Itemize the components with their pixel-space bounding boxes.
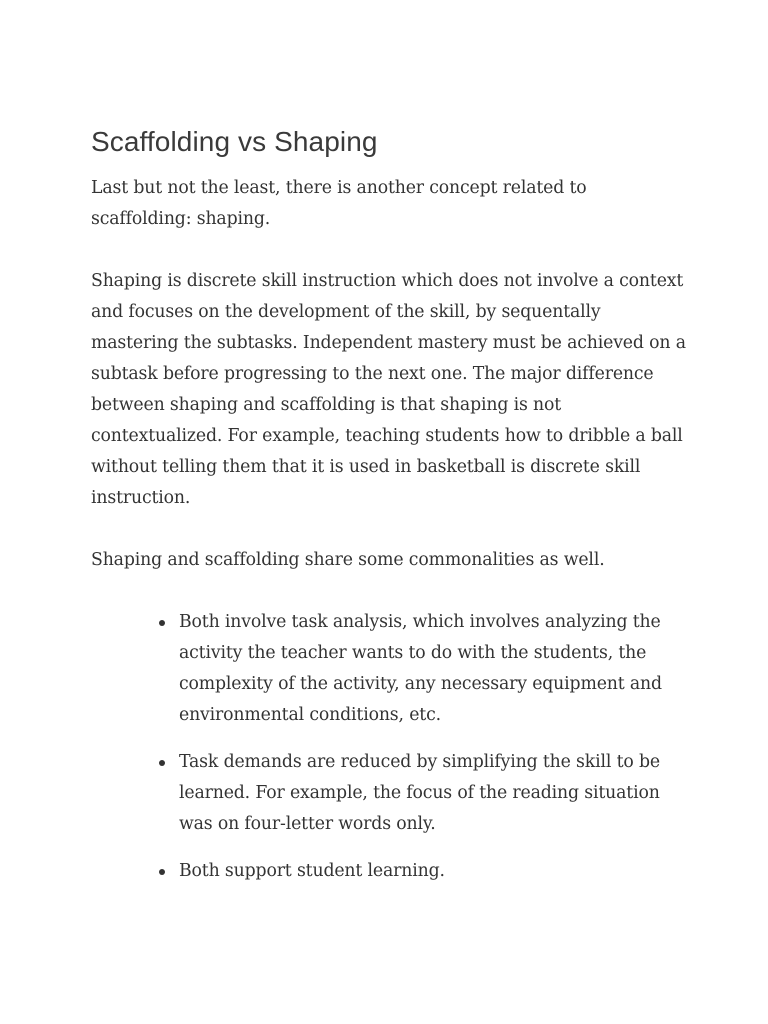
section-title: Scaffolding vs Shaping: [91, 126, 378, 157]
list-item-text: Both involve task analysis, which involves analyzing the activity the teacher wants to do with the students, the complexity of the activity, any necessary equipment and environmental conditions, etc.: [179, 612, 662, 725]
list-item: [157, 607, 691, 731]
list-item-text: Task demands are reduced by simplifying the skill to be learned. For example, the focus of the reading situation was on four-letter words only.: [179, 752, 660, 834]
list-item: [157, 747, 691, 840]
bullet-icon: [159, 760, 165, 766]
paragraph-commonalities: Shaping and scaffolding share some commonalities as well.: [91, 550, 605, 570]
paragraph-shaping-definition: Shaping is discrete skill instruction which does not involve a context and focuses on the development of the skill, by sequentally mastering the subtasks. Independent mastery must be achieved on a subtask before progressing to the next one. The major difference between shaping and scaffolding is that shaping is not contextualized. For example, teaching students how to dribble a ball without telling them that it is used in basketball is discrete skill instruction.: [91, 271, 686, 508]
list-item-text: Both support student learning.: [179, 861, 445, 881]
paragraph-intro: Last but not the least, there is another concept related to scaffolding: shaping.: [91, 178, 587, 229]
bullet-icon: [159, 620, 165, 626]
commonalities-list: [91, 607, 691, 887]
bullet-icon: [159, 869, 165, 875]
list-item: [157, 856, 691, 887]
article: [91, 124, 691, 903]
